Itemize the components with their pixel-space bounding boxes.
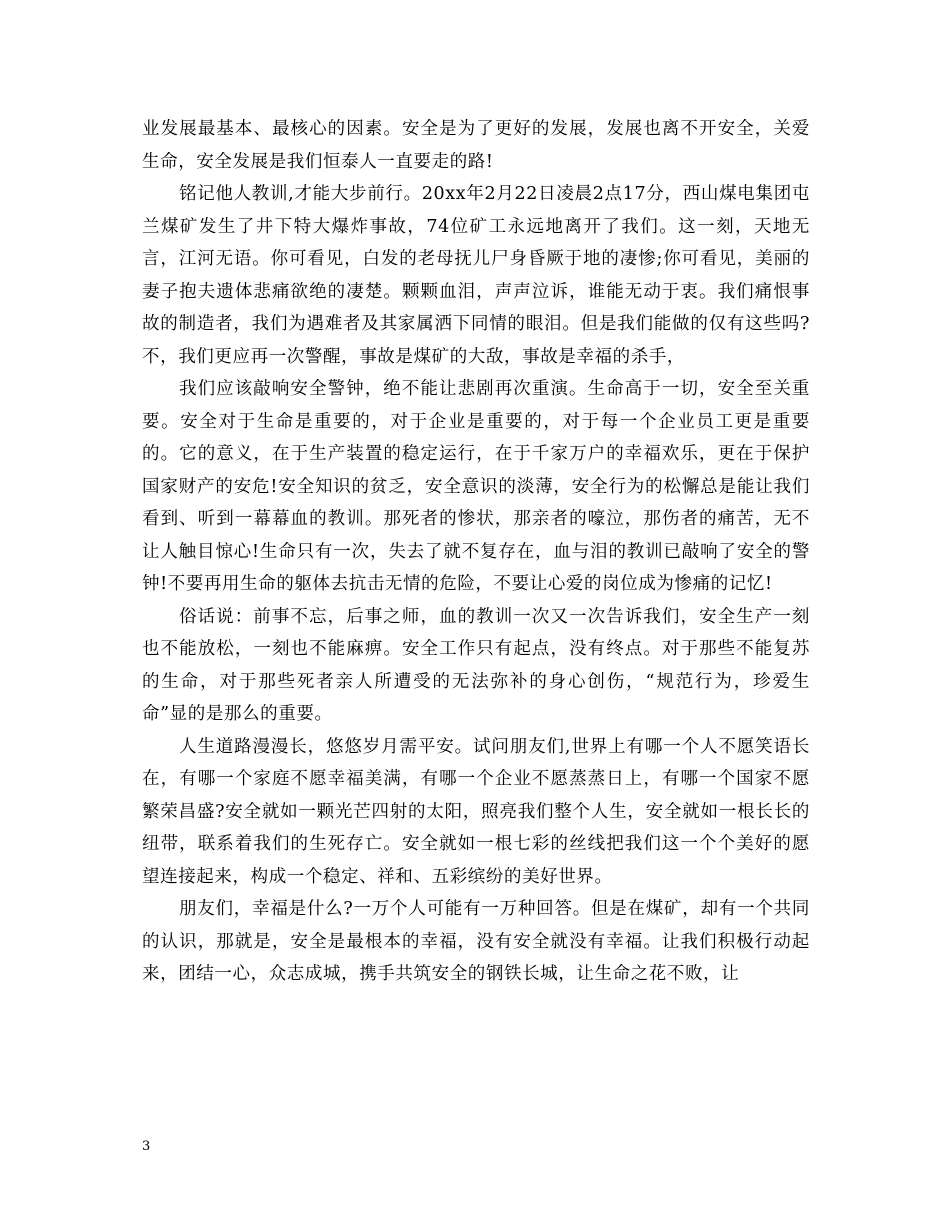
paragraph: 俗话说：前事不忘，后事之师，血的教训一次又一次告诉我们，安全生产一刻也不能放松，一刻也不能麻痹。安全工作只有起点，没有终点。对于那些不能复苏的生命，对于那些死者亲人所遭受的无法弥补的身心创伤，“规范行为，珍爱生命”显的是那么的重要。 (142, 606, 810, 724)
paragraph: 朋友们，幸福是什么?一万个人可能有一万种回答。但是在煤矿，却有一个共同的认识，那就是，安全是最根本的幸福，没有安全就没有幸福。让我们积极行动起来，团结一心，众志成城，携手共筑安全的钢铁长城，让生命之花不败，让 (142, 899, 810, 984)
page-number: 3 (142, 1139, 151, 1154)
paragraph-continued: 业发展最基本、最核心的因素。安全是为了更好的发展，发展也离不开安全，关爱生命，安全发展是我们恒泰人一直要走的路! (142, 119, 810, 172)
document-body (142, 113, 810, 991)
paragraph: 人生道路漫漫长，悠悠岁月需平安。试问朋友们,世界上有哪一个人不愿笑语长在，有哪一个家庭不愿幸福美满，有哪一个企业不愿蒸蒸日上，有哪一个国家不愿繁荣昌盛?安全就如一颗光芒四射的太阳，照亮我们整个人生，安全就如一根长长的纽带，联系着我们的生死存亡。安全就如一根七彩的丝线把我们这一个个美好的愿望连接起来，构成一个稳定、祥和、五彩缤纷的美好世界。 (142, 736, 810, 887)
paragraph: 我们应该敲响安全警钟，绝不能让悲剧再次重演。生命高于一切，安全至关重要。安全对于生命是重要的，对于企业是重要的，对于每一个企业员工更是重要的。它的意义，在于生产装置的稳定运行，在于千家万户的幸福欢乐，更在于保护国家财产的安危!安全知识的贫乏，安全意识的淡薄，安全行为的松懈总是能让我们看到、听到一幕幕血的教训。那死者的惨状，那亲者的嚎泣，那伤者的痛苦，无不让人触目惊心!生命只有一次，失去了就不复存在，血与泪的教训已敲响了安全的警钟!不要再用生命的躯体去抗击无情的危险，不要让心爱的岗位成为惨痛的记忆! (142, 379, 810, 594)
paragraph: 铭记他人教训,才能大步前行。20xx年2月22日凌晨2点17分，西山煤电集团屯兰煤矿发生了井下特大爆炸事故，74位矿工永远地离开了我们。这一刻，天地无言，江河无语。你可看见，白发的老母抚儿尸身昏厥于地的凄惨;你可看见，美丽的妻子抱夫遗体悲痛欲绝的凄楚。颗颗血泪，声声泣诉，谁能无动于衷。我们痛恨事故的制造者，我们为遇难者及其家属洒下同情的眼泪。但是我们能做的仅有这些吗?不，我们更应再一次警醒，事故是煤矿的大敌，事故是幸福的杀手， (142, 184, 810, 367)
